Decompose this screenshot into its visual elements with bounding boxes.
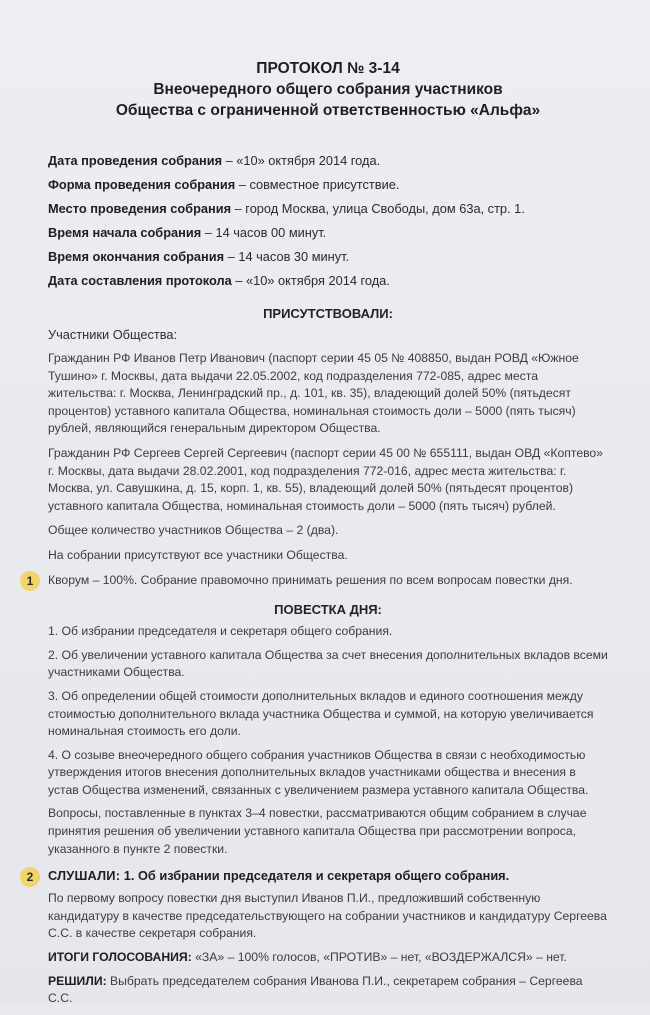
meeting-details [48, 149, 608, 293]
meeting-place: Место проведения собрания – город Москва, улица Свободы, дом 63а, стр. 1. [48, 201, 525, 216]
participants-subheading: Участники Общества: [48, 327, 178, 342]
participants-total: Общее количество участников Общества – 2 (два). [48, 523, 339, 538]
participant-sergeev: Гражданин РФ Сергеев Сергей Сергеевич (паспорт серии 45 00 № 655111, выдан ОВД «Коптево» г. Москвы, дата выдачи 28.02.2001, код подразделения 772-016, адрес места жительства: г. Москва, ул. Савушкина, д. 15, корп. 1, кв. 55), владеющий долей 50% (пятьдесят процентов) уставного капитала Общества, номинальная стоимость доли – 5000 (пять тысяч) рублей. [48, 445, 603, 513]
protocol-date: Дата составления протокола – «10» октября 2014 года. [48, 273, 390, 288]
meeting-type: Внеочередного общего собрания участников [153, 81, 503, 98]
document-title [48, 58, 608, 121]
heard-heading: СЛУШАЛИ: 1. Об избрании председателя и секретаря общего собрания. [48, 868, 510, 884]
quorum-row [26, 572, 608, 590]
agenda-note: Вопросы, поставленные в пунктах 3–4 повестки, рассматриваются общим собранием в случае принятия решения об увеличении уставного капитала Общества при рассмотрении вопроса, указанного в пункте 2 повестки. [48, 806, 587, 856]
quorum-text: Кворум – 100%. Собрание правомочно принимать решения по всем вопросам повестки дня. [48, 572, 573, 587]
meeting-date: Дата проведения собрания – «10» октября 2014 года. [48, 153, 381, 168]
protocol-number: ПРОТОКОЛ № 3-14 [256, 60, 400, 77]
vote-results: ИТОГИ ГОЛОСОВАНИЯ: «ЗА» – 100% голосов, «ПРОТИВ» – нет, «ВОЗДЕРЖАЛСЯ» – нет. [48, 950, 567, 965]
meeting-form: Форма проведения собрания – совместное присутствие. [48, 177, 400, 192]
heard-text: По первому вопросу повестки дня выступил Иванов П.И., предложивший собственную кандидатуру в качестве председательствующего на собрании участников и кандидатуру Сергеева С.С. в качестве секретаря собрания. [48, 891, 607, 941]
all-present: На собрании присутствуют все участники Общества. [48, 547, 348, 562]
document-content [26, 58, 608, 1015]
agenda-item-3: 3. Об определении общей стоимости дополнительных вкладов и единого соотношения между стоимостью дополнительного вклада участника Общества и суммой, на которую увеличивается номинальная стоимость его доли. [48, 688, 594, 739]
present-heading: ПРИСУТСТВОВАЛИ: [263, 306, 393, 321]
company-name: Общества с ограниченной ответственностью «Альфа» [115, 102, 541, 119]
agenda-item-2: 2. Об увеличении уставного капитала Общества за счет внесения дополнительных вкладов всеми участниками Общества. [48, 647, 608, 680]
agenda-heading: ПОВЕСТКА ДНЯ: [274, 602, 382, 618]
meeting-end: Время окончания собрания – 14 часов 30 минут. [48, 249, 350, 264]
meeting-start: Время начала собрания – 14 часов 00 минут. [48, 225, 327, 240]
marker-badge-1: 1 [20, 571, 40, 591]
marker-badge-2: 2 [20, 867, 40, 887]
heard-row [26, 868, 608, 885]
participant-ivanov: Гражданин РФ Иванов Петр Иванович (паспорт серии 45 05 № 408850, выдан РОВД «Южное Тушино» г. Москвы, дата выдачи 22.05.2002, код подразделения 772-085, адрес места жительства: г. Москва, Ленинградский пр., д. 101, кв. 35), владеющий долей 50% (пятьдесят процентов) уставного капитала Общества, номинальная стоимость доли – 5000 (пять тысяч) рублей, являющийся генеральным директором Общества. [48, 351, 579, 436]
agenda-item-4: 4. О созыве внеочередного общего собрания участников Общества в связи с необходимостью утверждения итогов внесения дополнительных вкладов участниками общества и внесения в устав Общества изменений, связанных с увеличением размера уставного капитала Общества. [48, 747, 589, 797]
decision: РЕШИЛИ: Выбрать председателем собрания Иванова П.И., секретарем собрания – Сергеева С.С. [48, 973, 583, 1006]
agenda-item-1: 1. Об избрании председателя и секретаря общего собрания. [48, 624, 393, 639]
